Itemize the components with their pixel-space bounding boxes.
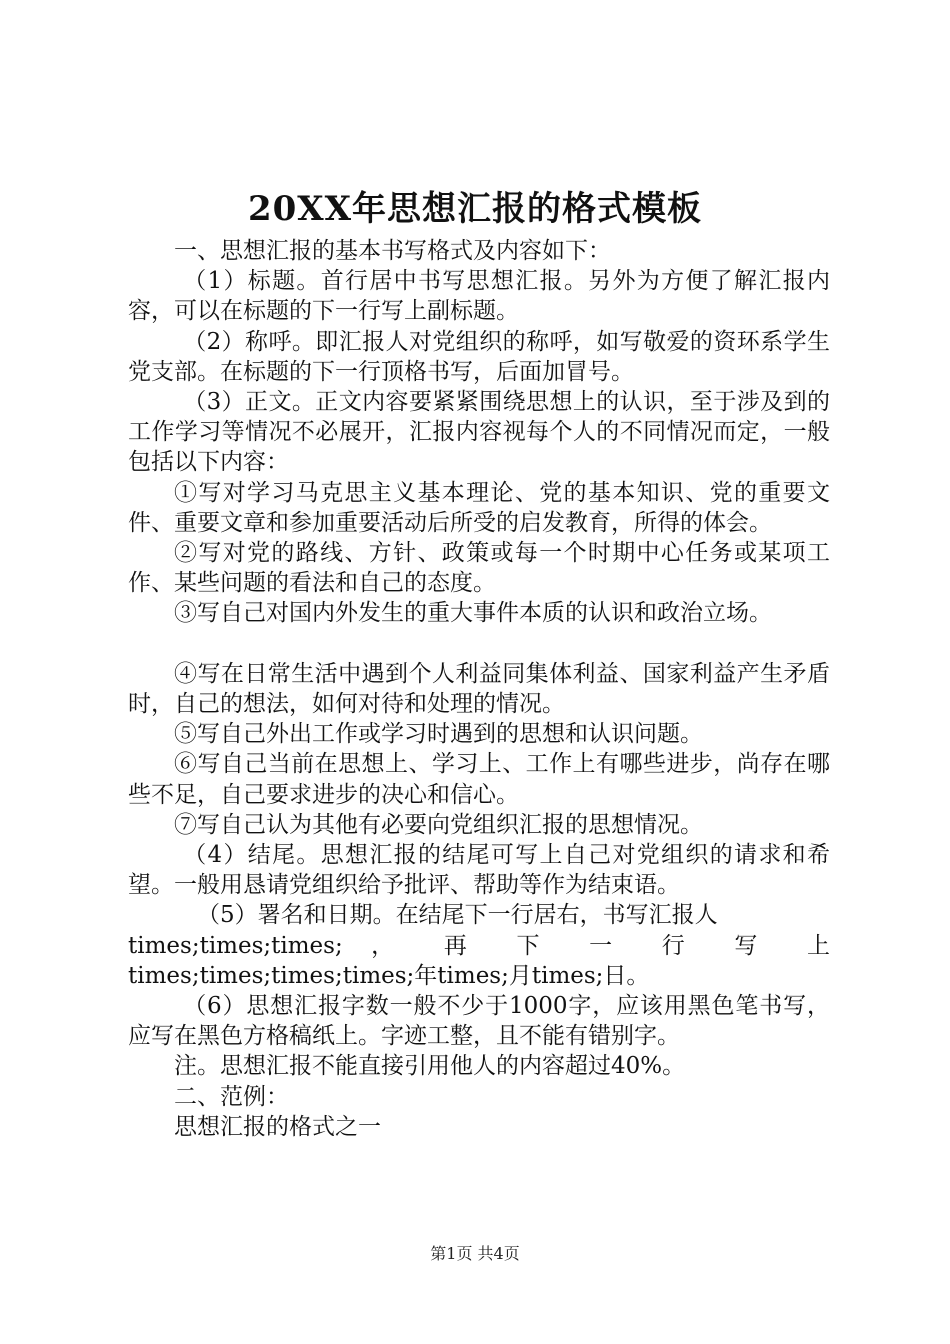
- section-heading-format: 一、思想汇报的基本书写格式及内容如下：: [174, 238, 611, 264]
- example-format-one: 思想汇报的格式之一: [174, 1113, 381, 1140]
- paragraph-body-rule: （3）正文。正文内容要紧紧围绕思想上的认识，至于涉及到的工作学习等情况不必展开，汇报内容视每个人的不同情况而定，一般包括以下内容：: [128, 389, 830, 476]
- paragraph-salutation-rule: （2）称呼。即汇报人对党组织的称呼，如写敬爱的资环系学生党支部。在标题的下一行顶格书写，后面加冒号。: [128, 328, 830, 385]
- page-footer: 第1页 共4页: [430, 1244, 520, 1263]
- paragraph-signature-rule: （5）署名和日期。在结尾下一行居右，书写汇报人: [197, 902, 718, 929]
- paragraph-title-rule: （1）标题。首行居中书写思想汇报。另外为方便了解汇报内容，可以在标题的下一行写上副标题。: [128, 268, 830, 325]
- list-item-7: ⑦写自己认为其他有必要向党组织汇报的思想情况。: [174, 811, 703, 838]
- list-item-5: ⑤写自己外出工作或学习时遇到的思想和认识问题。: [174, 721, 703, 748]
- document-title: 20XX年思想汇报的格式模板: [247, 189, 703, 229]
- blank-line: [128, 629, 830, 659]
- section-heading-example: 二、范例：: [174, 1083, 289, 1110]
- paragraph-signature-line-2: times;times;times; ， 再 下 一 行 写 上: [128, 932, 830, 959]
- list-item-4: ④写在日常生活中遇到个人利益同集体利益、国家利益产生矛盾时，自己的想法，如何对待和处理的情况。: [128, 660, 830, 718]
- list-item-2: ②写对党的路线、方针、政策或每一个时期中心任务或某项工作、某些问题的看法和自己的态度。: [128, 540, 830, 597]
- paragraph-ending-rule: （4）结尾。思想汇报的结尾可写上自己对党组织的请求和希望。一般用恳请党组织给予批评、帮助等作为结束语。: [128, 842, 830, 899]
- paragraph-note: 注。思想汇报不能直接引用他人的内容超过40%。: [174, 1053, 686, 1080]
- list-item-6: ⑥写自己当前在思想上、学习上、工作上有哪些进步，尚存在哪些不足，自己要求进步的决心和信心。: [128, 751, 830, 808]
- document-body: [128, 236, 830, 1142]
- paragraph-length-rule: （6）思想汇报字数一般不少于1000字，应该用黑色笔书写，应写在黑色方格稿纸上。字迹工整，且不能有错别字。: [128, 993, 830, 1050]
- list-item-3: ③写自己对国内外发生的重大事件本质的认识和政治立场。: [174, 600, 772, 627]
- list-item-1: ①写对学习马克思主义基本理论、党的基本知识、党的重要文件、重要文章和参加重要活动后所受的启发教育，所得的体会。: [128, 479, 830, 536]
- paragraph-signature-line-3: times;times;times;times;年times;月times;日。: [128, 962, 650, 989]
